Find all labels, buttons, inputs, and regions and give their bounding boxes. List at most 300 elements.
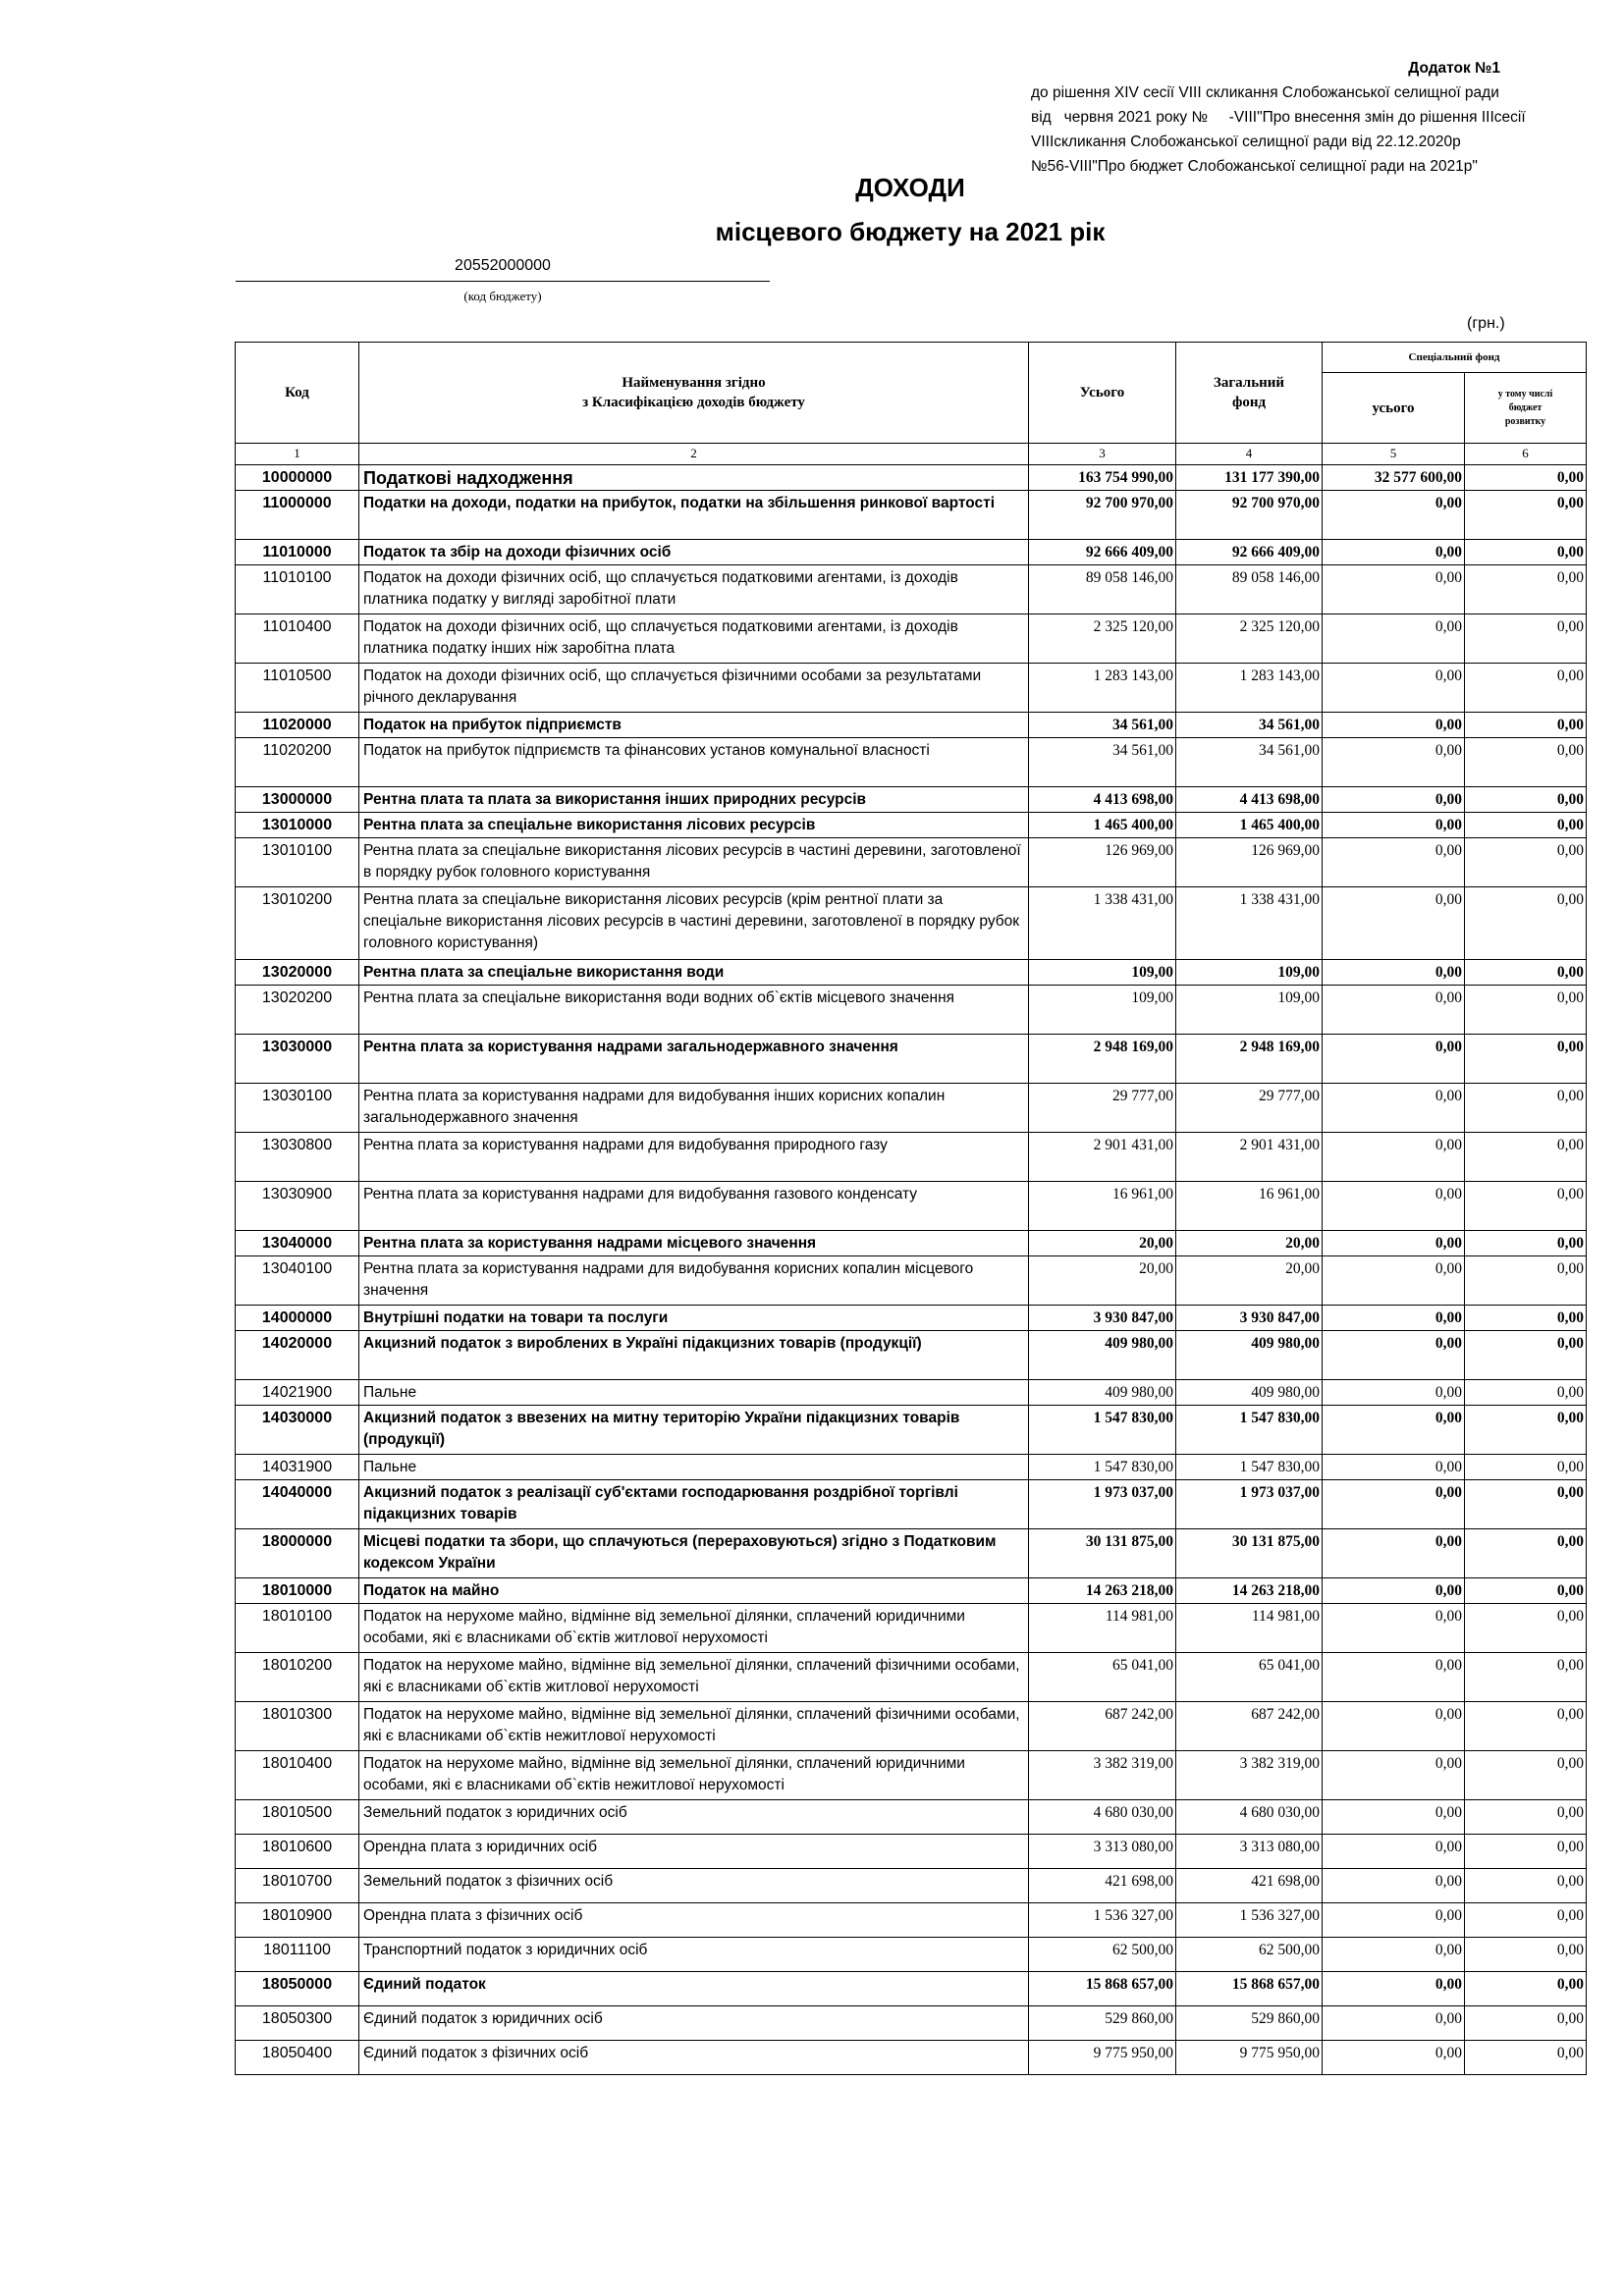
row-development-budget: 0,00 <box>1465 1869 1587 1903</box>
row-special-fund: 0,00 <box>1323 1455 1465 1480</box>
row-total: 1 465 400,00 <box>1029 813 1176 838</box>
row-general-fund: 409 980,00 <box>1176 1331 1323 1380</box>
row-development-budget: 0,00 <box>1465 2041 1587 2075</box>
row-name: Податок на доходи фізичних осіб, що сплачується податковими агентами, із доходів платника податку інших ніж заробітна плата <box>359 614 1029 664</box>
row-general-fund: 4 413 698,00 <box>1176 787 1323 813</box>
addendum-title: Додаток №1 <box>1408 60 1500 77</box>
row-development-budget: 0,00 <box>1465 838 1587 887</box>
row-general-fund: 1 973 037,00 <box>1176 1480 1323 1529</box>
budget-code: 20552000000 <box>455 257 551 274</box>
row-total: 2 901 431,00 <box>1029 1133 1176 1182</box>
row-general-fund: 1 465 400,00 <box>1176 813 1323 838</box>
table-row <box>236 1182 1587 1231</box>
row-development-budget: 0,00 <box>1465 787 1587 813</box>
row-development-budget: 0,00 <box>1465 1938 1587 1972</box>
row-total: 3 382 319,00 <box>1029 1751 1176 1800</box>
row-total: 2 325 120,00 <box>1029 614 1176 664</box>
document-title: ДОХОДИ <box>855 173 965 202</box>
row-special-fund: 0,00 <box>1323 1800 1465 1835</box>
column-number: 2 <box>359 444 1029 465</box>
row-total: 409 980,00 <box>1029 1331 1176 1380</box>
row-code: 14021900 <box>236 1380 359 1406</box>
row-special-fund: 0,00 <box>1323 1406 1465 1455</box>
table-row <box>236 838 1587 887</box>
row-code: 18011100 <box>236 1938 359 1972</box>
row-total: 62 500,00 <box>1029 1938 1176 1972</box>
column-number: 5 <box>1323 444 1465 465</box>
row-code: 18010000 <box>236 1578 359 1604</box>
row-development-budget: 0,00 <box>1465 1972 1587 2006</box>
row-development-budget: 0,00 <box>1465 1256 1587 1306</box>
row-development-budget: 0,00 <box>1465 1406 1587 1455</box>
row-total: 1 973 037,00 <box>1029 1480 1176 1529</box>
row-name: Податок на доходи фізичних осіб, що сплачується податковими агентами, із доходів платника податку у вигляді заробітної плати <box>359 565 1029 614</box>
row-general-fund: 16 961,00 <box>1176 1182 1323 1231</box>
row-special-fund: 0,00 <box>1323 1256 1465 1306</box>
row-total: 15 868 657,00 <box>1029 1972 1176 2006</box>
table-row <box>236 1306 1587 1331</box>
row-total: 34 561,00 <box>1029 713 1176 738</box>
row-general-fund: 109,00 <box>1176 986 1323 1035</box>
row-code: 11010400 <box>236 614 359 664</box>
table-row <box>236 1529 1587 1578</box>
row-code: 11000000 <box>236 491 359 540</box>
table-row <box>236 1406 1587 1455</box>
row-total: 16 961,00 <box>1029 1182 1176 1231</box>
row-development-budget: 0,00 <box>1465 1231 1587 1256</box>
table-row <box>236 614 1587 664</box>
row-total: 3 930 847,00 <box>1029 1306 1176 1331</box>
row-special-fund: 0,00 <box>1323 813 1465 838</box>
row-name: Акцизний податок з реалізації суб'єктами господарювання роздрібної торгівлі підакцизних товарів <box>359 1480 1029 1529</box>
row-code: 18050400 <box>236 2041 359 2075</box>
row-development-budget: 0,00 <box>1465 465 1587 491</box>
row-name: Податок на нерухоме майно, відмінне від земельної ділянки, сплачений юридичними особами, які є власниками об`єктів нежитлової нерухомості <box>359 1751 1029 1800</box>
row-name: Рентна плата за спеціальне використання лісових ресурсів (крім рентної плати за спеціальне використання лісових ресурсів в частині деревини, заготовленої в порядку рубок головного користування) <box>359 887 1029 960</box>
row-development-budget: 0,00 <box>1465 1903 1587 1938</box>
row-name: Рентна плата за користування надрами місцевого значення <box>359 1231 1029 1256</box>
row-code: 13040000 <box>236 1231 359 1256</box>
row-code: 13030000 <box>236 1035 359 1084</box>
row-total: 20,00 <box>1029 1231 1176 1256</box>
addendum-line: №56-VIII"Про бюджет Слобожанської селищної ради на 2021р" <box>1031 158 1478 175</box>
row-special-fund: 0,00 <box>1323 713 1465 738</box>
row-code: 18050000 <box>236 1972 359 2006</box>
row-code: 11010100 <box>236 565 359 614</box>
units-label: (грн.) <box>1467 315 1505 332</box>
row-code: 14040000 <box>236 1480 359 1529</box>
row-general-fund: 1 547 830,00 <box>1176 1455 1323 1480</box>
row-special-fund: 0,00 <box>1323 787 1465 813</box>
row-code: 18000000 <box>236 1529 359 1578</box>
row-special-fund: 0,00 <box>1323 738 1465 787</box>
row-development-budget: 0,00 <box>1465 1084 1587 1133</box>
row-name: Рентна плата за спеціальне використання води <box>359 960 1029 986</box>
row-name: Орендна плата з фізичних осіб <box>359 1903 1029 1938</box>
row-general-fund: 34 561,00 <box>1176 738 1323 787</box>
header-dev-line1: у тому числі <box>1497 388 1553 400</box>
row-code: 13010100 <box>236 838 359 887</box>
row-total: 529 860,00 <box>1029 2006 1176 2041</box>
row-development-budget: 0,00 <box>1465 664 1587 713</box>
row-total: 126 969,00 <box>1029 838 1176 887</box>
row-total: 4 680 030,00 <box>1029 1800 1176 1835</box>
row-code: 11020000 <box>236 713 359 738</box>
row-name: Рентна плата за користування надрами для видобування інших корисних копалин загальнодержавного значення <box>359 1084 1029 1133</box>
row-development-budget: 0,00 <box>1465 1702 1587 1751</box>
row-total: 2 948 169,00 <box>1029 1035 1176 1084</box>
row-total: 30 131 875,00 <box>1029 1529 1176 1578</box>
table-row <box>236 1455 1587 1480</box>
row-name: Податок на прибуток підприємств <box>359 713 1029 738</box>
header-code: Код <box>236 343 359 444</box>
row-special-fund: 0,00 <box>1323 1604 1465 1653</box>
table-row <box>236 1869 1587 1903</box>
row-general-fund: 14 263 218,00 <box>1176 1578 1323 1604</box>
row-total: 65 041,00 <box>1029 1653 1176 1702</box>
table-row <box>236 1035 1587 1084</box>
row-name: Внутрішні податки на товари та послуги <box>359 1306 1029 1331</box>
row-special-fund: 0,00 <box>1323 1938 1465 1972</box>
row-total: 9 775 950,00 <box>1029 2041 1176 2075</box>
column-number: 1 <box>236 444 359 465</box>
row-special-fund: 0,00 <box>1323 565 1465 614</box>
row-general-fund: 29 777,00 <box>1176 1084 1323 1133</box>
row-total: 421 698,00 <box>1029 1869 1176 1903</box>
row-special-fund: 0,00 <box>1323 614 1465 664</box>
row-code: 18010500 <box>236 1800 359 1835</box>
row-special-fund: 0,00 <box>1323 1331 1465 1380</box>
row-development-budget: 0,00 <box>1465 540 1587 565</box>
row-name: Рентна плата за спеціальне використання лісових ресурсів в частині деревини, заготовленої в порядку рубок головного користування <box>359 838 1029 887</box>
row-name: Акцизний податок з вироблених в Україні підакцизних товарів (продукції) <box>359 1331 1029 1380</box>
row-general-fund: 114 981,00 <box>1176 1604 1323 1653</box>
row-development-budget: 0,00 <box>1465 1604 1587 1653</box>
row-general-fund: 89 058 146,00 <box>1176 565 1323 614</box>
row-name: Орендна плата з юридичних осіб <box>359 1835 1029 1869</box>
table-row <box>236 1835 1587 1869</box>
row-special-fund: 0,00 <box>1323 1133 1465 1182</box>
column-number: 3 <box>1029 444 1176 465</box>
table-row <box>236 2006 1587 2041</box>
row-general-fund: 34 561,00 <box>1176 713 1323 738</box>
row-development-budget: 0,00 <box>1465 738 1587 787</box>
table-row <box>236 1331 1587 1380</box>
table-row <box>236 565 1587 614</box>
row-special-fund: 0,00 <box>1323 887 1465 960</box>
row-development-budget: 0,00 <box>1465 713 1587 738</box>
row-general-fund: 529 860,00 <box>1176 2006 1323 2041</box>
row-development-budget: 0,00 <box>1465 1182 1587 1231</box>
header-development-budget <box>1465 373 1587 444</box>
row-general-fund: 126 969,00 <box>1176 838 1323 887</box>
table-row <box>236 813 1587 838</box>
table-row <box>236 887 1587 960</box>
row-general-fund: 92 700 970,00 <box>1176 491 1323 540</box>
row-code: 10000000 <box>236 465 359 491</box>
row-total: 109,00 <box>1029 960 1176 986</box>
row-special-fund: 0,00 <box>1323 1702 1465 1751</box>
table-row <box>236 540 1587 565</box>
row-general-fund: 62 500,00 <box>1176 1938 1323 1972</box>
row-special-fund: 0,00 <box>1323 2041 1465 2075</box>
row-code: 13010200 <box>236 887 359 960</box>
row-general-fund: 1 536 327,00 <box>1176 1903 1323 1938</box>
column-number: 4 <box>1176 444 1323 465</box>
row-development-budget: 0,00 <box>1465 960 1587 986</box>
row-general-fund: 92 666 409,00 <box>1176 540 1323 565</box>
table-row <box>236 713 1587 738</box>
row-general-fund: 2 948 169,00 <box>1176 1035 1323 1084</box>
row-special-fund: 0,00 <box>1323 1480 1465 1529</box>
row-code: 18010300 <box>236 1702 359 1751</box>
row-code: 18010400 <box>236 1751 359 1800</box>
row-general-fund: 1 283 143,00 <box>1176 664 1323 713</box>
row-general-fund: 409 980,00 <box>1176 1380 1323 1406</box>
table-row <box>236 664 1587 713</box>
row-development-budget: 0,00 <box>1465 813 1587 838</box>
row-code: 18010100 <box>236 1604 359 1653</box>
row-code: 13020000 <box>236 960 359 986</box>
row-total: 109,00 <box>1029 986 1176 1035</box>
row-special-fund: 0,00 <box>1323 838 1465 887</box>
row-name: Податок на нерухоме майно, відмінне від земельної ділянки, сплачений фізичними особами, які є власниками об`єктів нежитлової нерухомості <box>359 1702 1029 1751</box>
row-development-budget: 0,00 <box>1465 1529 1587 1578</box>
row-general-fund: 421 698,00 <box>1176 1869 1323 1903</box>
row-development-budget: 0,00 <box>1465 1480 1587 1529</box>
row-development-budget: 0,00 <box>1465 1133 1587 1182</box>
row-name: Рентна плата за користування надрами для видобування природного газу <box>359 1133 1029 1182</box>
row-general-fund: 20,00 <box>1176 1231 1323 1256</box>
revenue-table-body <box>236 465 1587 2075</box>
header-special-fund: Спеціальний фонд <box>1323 343 1587 373</box>
row-name: Податок на майно <box>359 1578 1029 1604</box>
row-name: Рентна плата за користування надрами для видобування корисних копалин місцевого значення <box>359 1256 1029 1306</box>
row-development-budget: 0,00 <box>1465 1578 1587 1604</box>
row-general-fund: 9 775 950,00 <box>1176 2041 1323 2075</box>
row-special-fund: 0,00 <box>1323 540 1465 565</box>
row-name: Пальне <box>359 1455 1029 1480</box>
row-total: 1 536 327,00 <box>1029 1903 1176 1938</box>
row-code: 11020200 <box>236 738 359 787</box>
row-total: 92 666 409,00 <box>1029 540 1176 565</box>
row-total: 1 338 431,00 <box>1029 887 1176 960</box>
row-special-fund: 0,00 <box>1323 1578 1465 1604</box>
row-total: 92 700 970,00 <box>1029 491 1176 540</box>
row-code: 14020000 <box>236 1331 359 1380</box>
row-name: Рентна плата за користування надрами загальнодержавного значення <box>359 1035 1029 1084</box>
row-development-budget: 0,00 <box>1465 986 1587 1035</box>
row-general-fund: 20,00 <box>1176 1256 1323 1306</box>
table-row <box>236 1231 1587 1256</box>
row-general-fund: 1 547 830,00 <box>1176 1406 1323 1455</box>
row-special-fund: 0,00 <box>1323 1972 1465 2006</box>
row-total: 89 058 146,00 <box>1029 565 1176 614</box>
row-name: Пальне <box>359 1380 1029 1406</box>
header-name-line2: з Класифікацією доходів бюджету <box>582 395 805 410</box>
table-row <box>236 1751 1587 1800</box>
row-name: Податок та збір на доходи фізичних осіб <box>359 540 1029 565</box>
row-name: Податок на доходи фізичних осіб, що сплачується фізичними особами за результатами річного декларування <box>359 664 1029 713</box>
row-name: Земельний податок з юридичних осіб <box>359 1800 1029 1835</box>
row-development-budget: 0,00 <box>1465 1653 1587 1702</box>
row-special-fund: 0,00 <box>1323 960 1465 986</box>
row-code: 18010600 <box>236 1835 359 1869</box>
row-name: Місцеві податки та збори, що сплачуються (перераховуються) згідно з Податковим кодексом України <box>359 1529 1029 1578</box>
row-name: Єдиний податок з фізичних осіб <box>359 2041 1029 2075</box>
budget-code-underline <box>236 281 770 282</box>
row-total: 1 547 830,00 <box>1029 1455 1176 1480</box>
row-code: 13000000 <box>236 787 359 813</box>
row-special-fund: 0,00 <box>1323 1529 1465 1578</box>
row-development-budget: 0,00 <box>1465 2006 1587 2041</box>
row-general-fund: 4 680 030,00 <box>1176 1800 1323 1835</box>
row-total: 409 980,00 <box>1029 1380 1176 1406</box>
row-special-fund: 0,00 <box>1323 1835 1465 1869</box>
row-total: 4 413 698,00 <box>1029 787 1176 813</box>
table-row <box>236 1702 1587 1751</box>
row-total: 687 242,00 <box>1029 1702 1176 1751</box>
header-name-line1: Найменування згідно <box>622 375 766 391</box>
row-code: 14000000 <box>236 1306 359 1331</box>
row-name: Рентна плата за користування надрами для видобування газового конденсату <box>359 1182 1029 1231</box>
table-row <box>236 1133 1587 1182</box>
header-total: Усього <box>1029 343 1176 444</box>
row-general-fund: 109,00 <box>1176 960 1323 986</box>
row-name: Податки на доходи, податки на прибуток, податки на збільшення ринкової вартості <box>359 491 1029 540</box>
row-special-fund: 0,00 <box>1323 2006 1465 2041</box>
header-special-total: усього <box>1323 373 1465 444</box>
row-general-fund: 3 930 847,00 <box>1176 1306 1323 1331</box>
row-code: 13020200 <box>236 986 359 1035</box>
row-name: Податок на нерухоме майно, відмінне від земельної ділянки, сплачений юридичними особами, які є власниками об`єктів житлової нерухомості <box>359 1604 1029 1653</box>
table-row <box>236 787 1587 813</box>
header-dev-line2: бюджет <box>1508 401 1543 413</box>
row-general-fund: 15 868 657,00 <box>1176 1972 1323 2006</box>
table-row <box>236 1800 1587 1835</box>
row-special-fund: 0,00 <box>1323 491 1465 540</box>
row-development-budget: 0,00 <box>1465 1035 1587 1084</box>
row-total: 20,00 <box>1029 1256 1176 1306</box>
table-row <box>236 1972 1587 2006</box>
row-code: 18010900 <box>236 1903 359 1938</box>
row-code: 11010500 <box>236 664 359 713</box>
row-general-fund: 687 242,00 <box>1176 1702 1323 1751</box>
row-development-budget: 0,00 <box>1465 1306 1587 1331</box>
row-special-fund: 0,00 <box>1323 1751 1465 1800</box>
table-row <box>236 1938 1587 1972</box>
row-total: 114 981,00 <box>1029 1604 1176 1653</box>
row-development-budget: 0,00 <box>1465 1380 1587 1406</box>
row-code: 13030100 <box>236 1084 359 1133</box>
row-total: 3 313 080,00 <box>1029 1835 1176 1869</box>
row-name: Єдиний податок з юридичних осіб <box>359 2006 1029 2041</box>
addendum-line: від червня 2021 року № -VIII"Про внесення змін до рішення IIIсесії <box>1031 109 1526 126</box>
row-total: 1 547 830,00 <box>1029 1406 1176 1455</box>
table-row <box>236 1903 1587 1938</box>
row-general-fund: 2 901 431,00 <box>1176 1133 1323 1182</box>
row-name: Єдиний податок <box>359 1972 1029 2006</box>
row-name: Земельний податок з фізичних осіб <box>359 1869 1029 1903</box>
row-code: 18010200 <box>236 1653 359 1702</box>
row-name: Рентна плата за спеціальне використання лісових ресурсів <box>359 813 1029 838</box>
row-special-fund: 32 577 600,00 <box>1323 465 1465 491</box>
row-development-budget: 0,00 <box>1465 1455 1587 1480</box>
row-special-fund: 0,00 <box>1323 1084 1465 1133</box>
row-special-fund: 0,00 <box>1323 1231 1465 1256</box>
table-row <box>236 1578 1587 1604</box>
row-special-fund: 0,00 <box>1323 1653 1465 1702</box>
header-dev-line3: розвитку <box>1504 415 1546 427</box>
row-total: 14 263 218,00 <box>1029 1578 1176 1604</box>
addendum-line: до рішення XIV сесії VIII скликання Слобожанської селищної ради <box>1031 84 1499 101</box>
row-development-budget: 0,00 <box>1465 491 1587 540</box>
row-development-budget: 0,00 <box>1465 1800 1587 1835</box>
table-row <box>236 1084 1587 1133</box>
budget-code-caption: (код бюджету) <box>463 289 542 303</box>
table-row <box>236 1380 1587 1406</box>
table-row <box>236 738 1587 787</box>
table-row <box>236 986 1587 1035</box>
row-special-fund: 0,00 <box>1323 1380 1465 1406</box>
addendum-line: VIIIскликання Слобожанської селищної ради від 22.12.2020р <box>1031 133 1461 150</box>
row-total: 163 754 990,00 <box>1029 465 1176 491</box>
row-special-fund: 0,00 <box>1323 1035 1465 1084</box>
row-code: 11010000 <box>236 540 359 565</box>
header-general-line2: фонд <box>1231 395 1267 410</box>
row-special-fund: 0,00 <box>1323 986 1465 1035</box>
row-special-fund: 0,00 <box>1323 1182 1465 1231</box>
row-name: Рентна плата та плата за використання інших природних ресурсів <box>359 787 1029 813</box>
header-general-line1: Загальний <box>1213 375 1285 391</box>
row-name: Акцизний податок з ввезених на митну територію України підакцизних товарів (продукції) <box>359 1406 1029 1455</box>
row-general-fund: 2 325 120,00 <box>1176 614 1323 664</box>
row-name: Транспортний податок з юридичних осіб <box>359 1938 1029 1972</box>
header-name <box>359 343 1029 444</box>
row-code: 18010700 <box>236 1869 359 1903</box>
row-code: 13040100 <box>236 1256 359 1306</box>
table-row <box>236 960 1587 986</box>
revenue-table <box>235 342 1587 2075</box>
table-row <box>236 1604 1587 1653</box>
addendum-block <box>1031 56 1581 179</box>
row-special-fund: 0,00 <box>1323 1869 1465 1903</box>
table-row <box>236 1480 1587 1529</box>
row-general-fund: 30 131 875,00 <box>1176 1529 1323 1578</box>
row-code: 14030000 <box>236 1406 359 1455</box>
header-general-fund <box>1176 343 1323 444</box>
row-code: 14031900 <box>236 1455 359 1480</box>
row-code: 13010000 <box>236 813 359 838</box>
row-name: Податок на прибуток підприємств та фінансових установ комунальної власності <box>359 738 1029 787</box>
row-development-budget: 0,00 <box>1465 565 1587 614</box>
row-name: Податок на нерухоме майно, відмінне від земельної ділянки, сплачений фізичними особами, які є власниками об`єктів житлової нерухомості <box>359 1653 1029 1702</box>
row-development-budget: 0,00 <box>1465 887 1587 960</box>
table-row <box>236 491 1587 540</box>
row-total: 29 777,00 <box>1029 1084 1176 1133</box>
table-row <box>236 1256 1587 1306</box>
row-code: 13030900 <box>236 1182 359 1231</box>
row-general-fund: 3 313 080,00 <box>1176 1835 1323 1869</box>
row-code: 13030800 <box>236 1133 359 1182</box>
row-development-budget: 0,00 <box>1465 1331 1587 1380</box>
column-number: 6 <box>1465 444 1587 465</box>
table-row <box>236 1653 1587 1702</box>
table-row <box>236 2041 1587 2075</box>
row-development-budget: 0,00 <box>1465 1835 1587 1869</box>
table-row <box>236 465 1587 491</box>
row-development-budget: 0,00 <box>1465 614 1587 664</box>
